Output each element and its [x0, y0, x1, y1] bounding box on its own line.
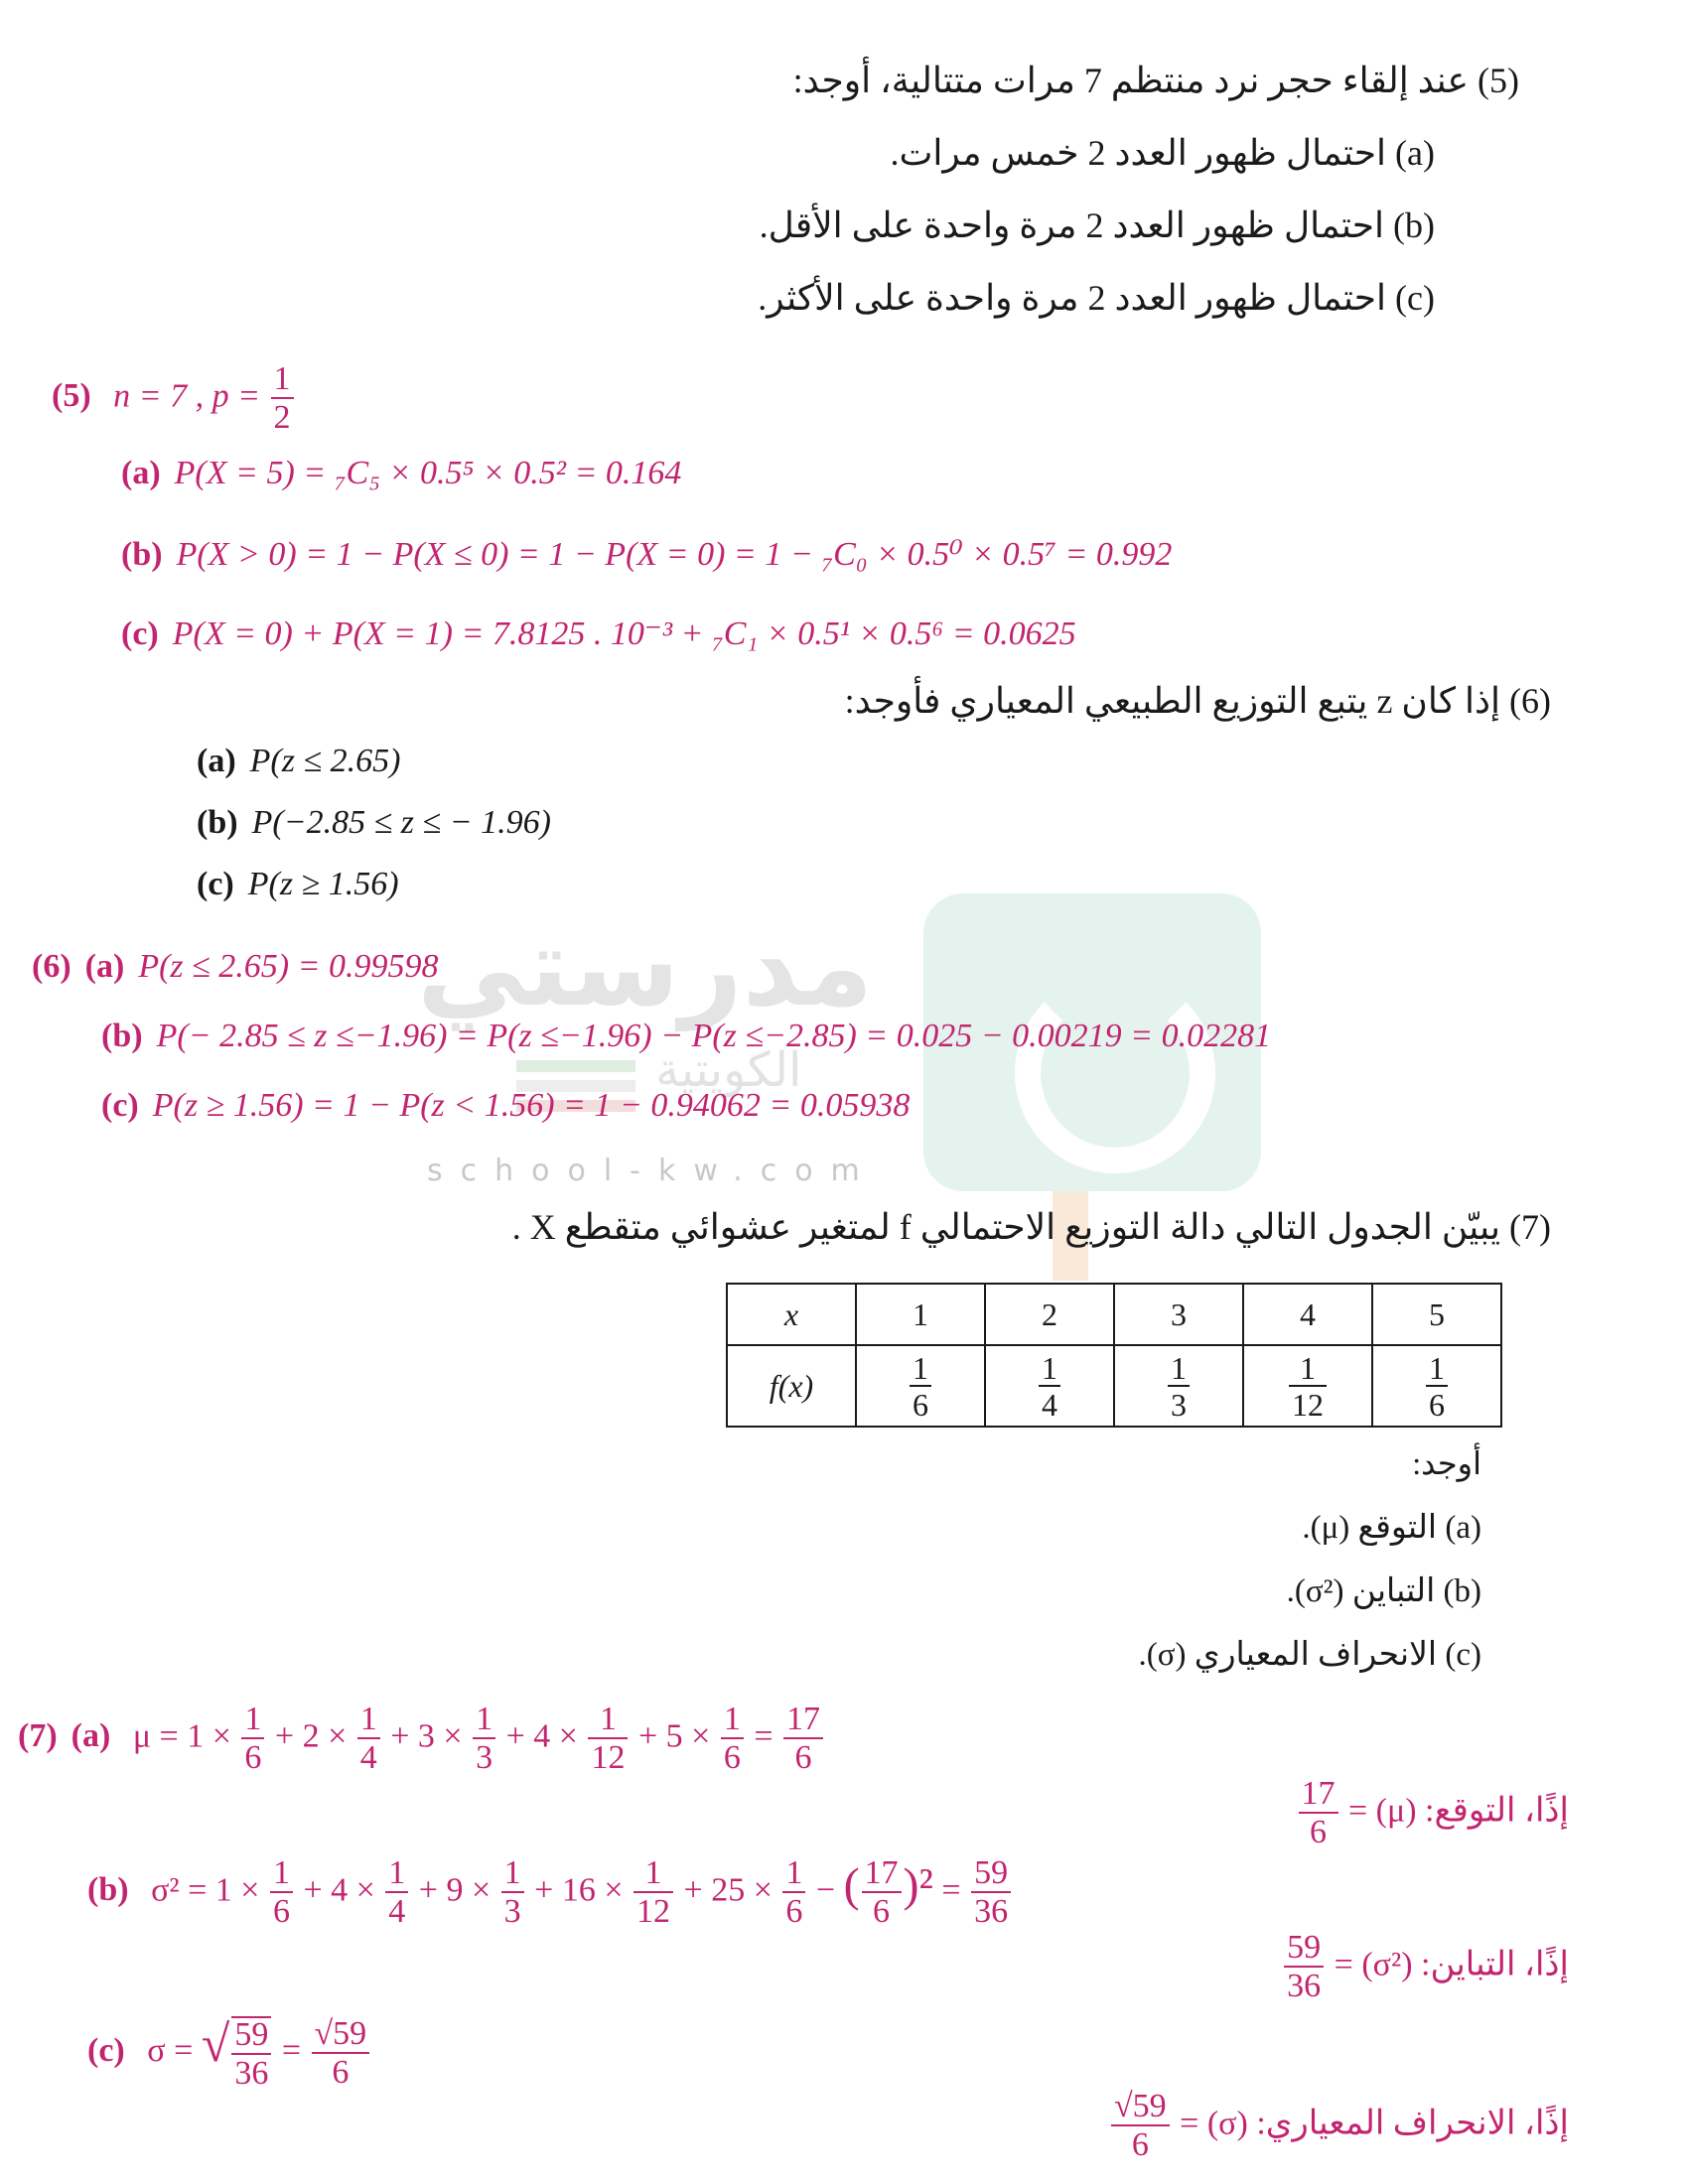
- table-cell-x: 5: [1372, 1284, 1501, 1345]
- q5-b: (b) احتمال ظهور العدد 2 مرة واحدة على الأقل.: [759, 205, 1435, 245]
- table-cell-fx: $\frac{1}{6}$: [856, 1345, 985, 1427]
- table-cell-fx: $\frac{1}{3}$: [1114, 1345, 1243, 1427]
- q7-find: أوجد:: [1412, 1445, 1481, 1481]
- a5-label: (5): [52, 377, 91, 415]
- a7-b: (b) σ² = 1 × $\frac{1}{6}$ + 4 × $\frac{1}{4}$ + 9 × $\frac{1}{3}$ + 16 × $\frac{1}{12}$ + 25 × $\frac{1}{6}$ − ( $\frac{17}{6}$ )² = $\frac{59}{36}$: [87, 1856, 1013, 1929]
- q7-a: (a) التوقع (μ).: [1302, 1510, 1481, 1546]
- watermark-logo-ring: [1015, 973, 1215, 1173]
- q6-header: (6) إذا كان z يتبع التوزيع الطبيعي المعياري فأوجد:: [844, 681, 1551, 721]
- q7-b: (b) التباين (σ²).: [1286, 1573, 1481, 1609]
- a5-a: (a) P(X = 5) = ₇C₅ × 0.5⁵ × 0.5² = 0.164: [121, 455, 682, 491]
- a5-p-fraction: $\frac{1}{2}$: [271, 362, 294, 435]
- table-cell-x: 2: [985, 1284, 1114, 1345]
- table-cell-fx: $\frac{1}{4}$: [985, 1345, 1114, 1427]
- a5-c: (c) P(X = 0) + P(X = 1) = 7.8125 . 10⁻³ + ₇C₁ × 0.5¹ × 0.5⁶ = 0.0625: [121, 615, 1076, 652]
- q7-header: (7) يبيّن الجدول التالي دالة التوزيع الاحتمالي f لمتغير عشوائي متقطع X .: [511, 1207, 1551, 1247]
- q6-b: (b) P(−2.85 ≤ z ≤ − 1.96): [197, 804, 551, 841]
- a7-c: (c) σ = √ $\frac{59}{36}$ = $\frac{√59}{6}$: [87, 2015, 371, 2091]
- q5-header: (5) عند إلقاء حجر نرد منتظم 7 مرات متتالية، أوجد:: [792, 61, 1519, 100]
- watermark-flag-stripe: [516, 1060, 635, 1072]
- a5-given-text: n = 7 , p =: [113, 377, 261, 415]
- q6-a: (a) P(z ≤ 2.65): [197, 743, 401, 779]
- q6-c: (c) P(z ≥ 1.56): [197, 866, 399, 902]
- a6-b: (b) P(− 2.85 ≤ z ≤−1.96) = P(z ≤−1.96) − P(z ≤−2.85) = 0.025 − 0.00219 = 0.02281: [101, 1018, 1272, 1054]
- q5-c: (c) احتمال ظهور العدد 2 مرة واحدة على الأكثر.: [758, 278, 1435, 318]
- q7-c: (c) الانحراف المعياري (σ).: [1138, 1637, 1481, 1673]
- watermark-url: school-kw.com: [427, 1154, 878, 1188]
- a5-given: [52, 362, 296, 435]
- a6-c: (c) P(z ≥ 1.56) = 1 − P(z < 1.56) = 1 − 0.94062 = 0.05938: [101, 1087, 911, 1124]
- table-row-fx: [727, 1345, 1501, 1427]
- a7-a-conclusion: إذًا، التوقع: (μ) = $\frac{17}{6}$: [1297, 1777, 1570, 1849]
- a7-c-conclusion: إذًا، الانحراف المعياري: (σ) = $\frac{√59}{6}$: [1109, 2090, 1569, 2162]
- distribution-table: [726, 1283, 1502, 1428]
- table-cell-x: 1: [856, 1284, 985, 1345]
- table-header-fx: f(x): [727, 1345, 856, 1427]
- watermark-name: مدرستي: [417, 903, 874, 1030]
- table-cell-x: 4: [1243, 1284, 1372, 1345]
- q5-a: (a) احتمال ظهور العدد 2 خمس مرات.: [890, 133, 1435, 173]
- table-header-x: x: [727, 1284, 856, 1345]
- a7-b-conclusion: إذًا، التباين: (σ²) = $\frac{59}{36}$: [1282, 1931, 1569, 2003]
- a7-a: (7) (a) μ = 1 × $\frac{1}{6}$ + 2 × $\frac{1}{4}$ + 3 × $\frac{1}{3}$ + 4 × $\frac{1}{12}$ + 5 × $\frac{1}{6}$ = $\frac{17}{6}$: [18, 1703, 825, 1775]
- table-cell-x: 3: [1114, 1284, 1243, 1345]
- table-row-x: [727, 1284, 1501, 1345]
- a6-a: (6) (a) P(z ≤ 2.65) = 0.99598: [32, 948, 439, 985]
- a5-b: (b) P(X > 0) = 1 − P(X ≤ 0) = 1 − P(X = 0) = 1 − ₇C₀ × 0.5⁰ × 0.5⁷ = 0.992: [121, 536, 1173, 573]
- table-cell-fx: $\frac{1}{12}$: [1243, 1345, 1372, 1427]
- table-cell-fx: $\frac{1}{6}$: [1372, 1345, 1501, 1427]
- watermark-sub: الكويتية: [655, 1042, 802, 1098]
